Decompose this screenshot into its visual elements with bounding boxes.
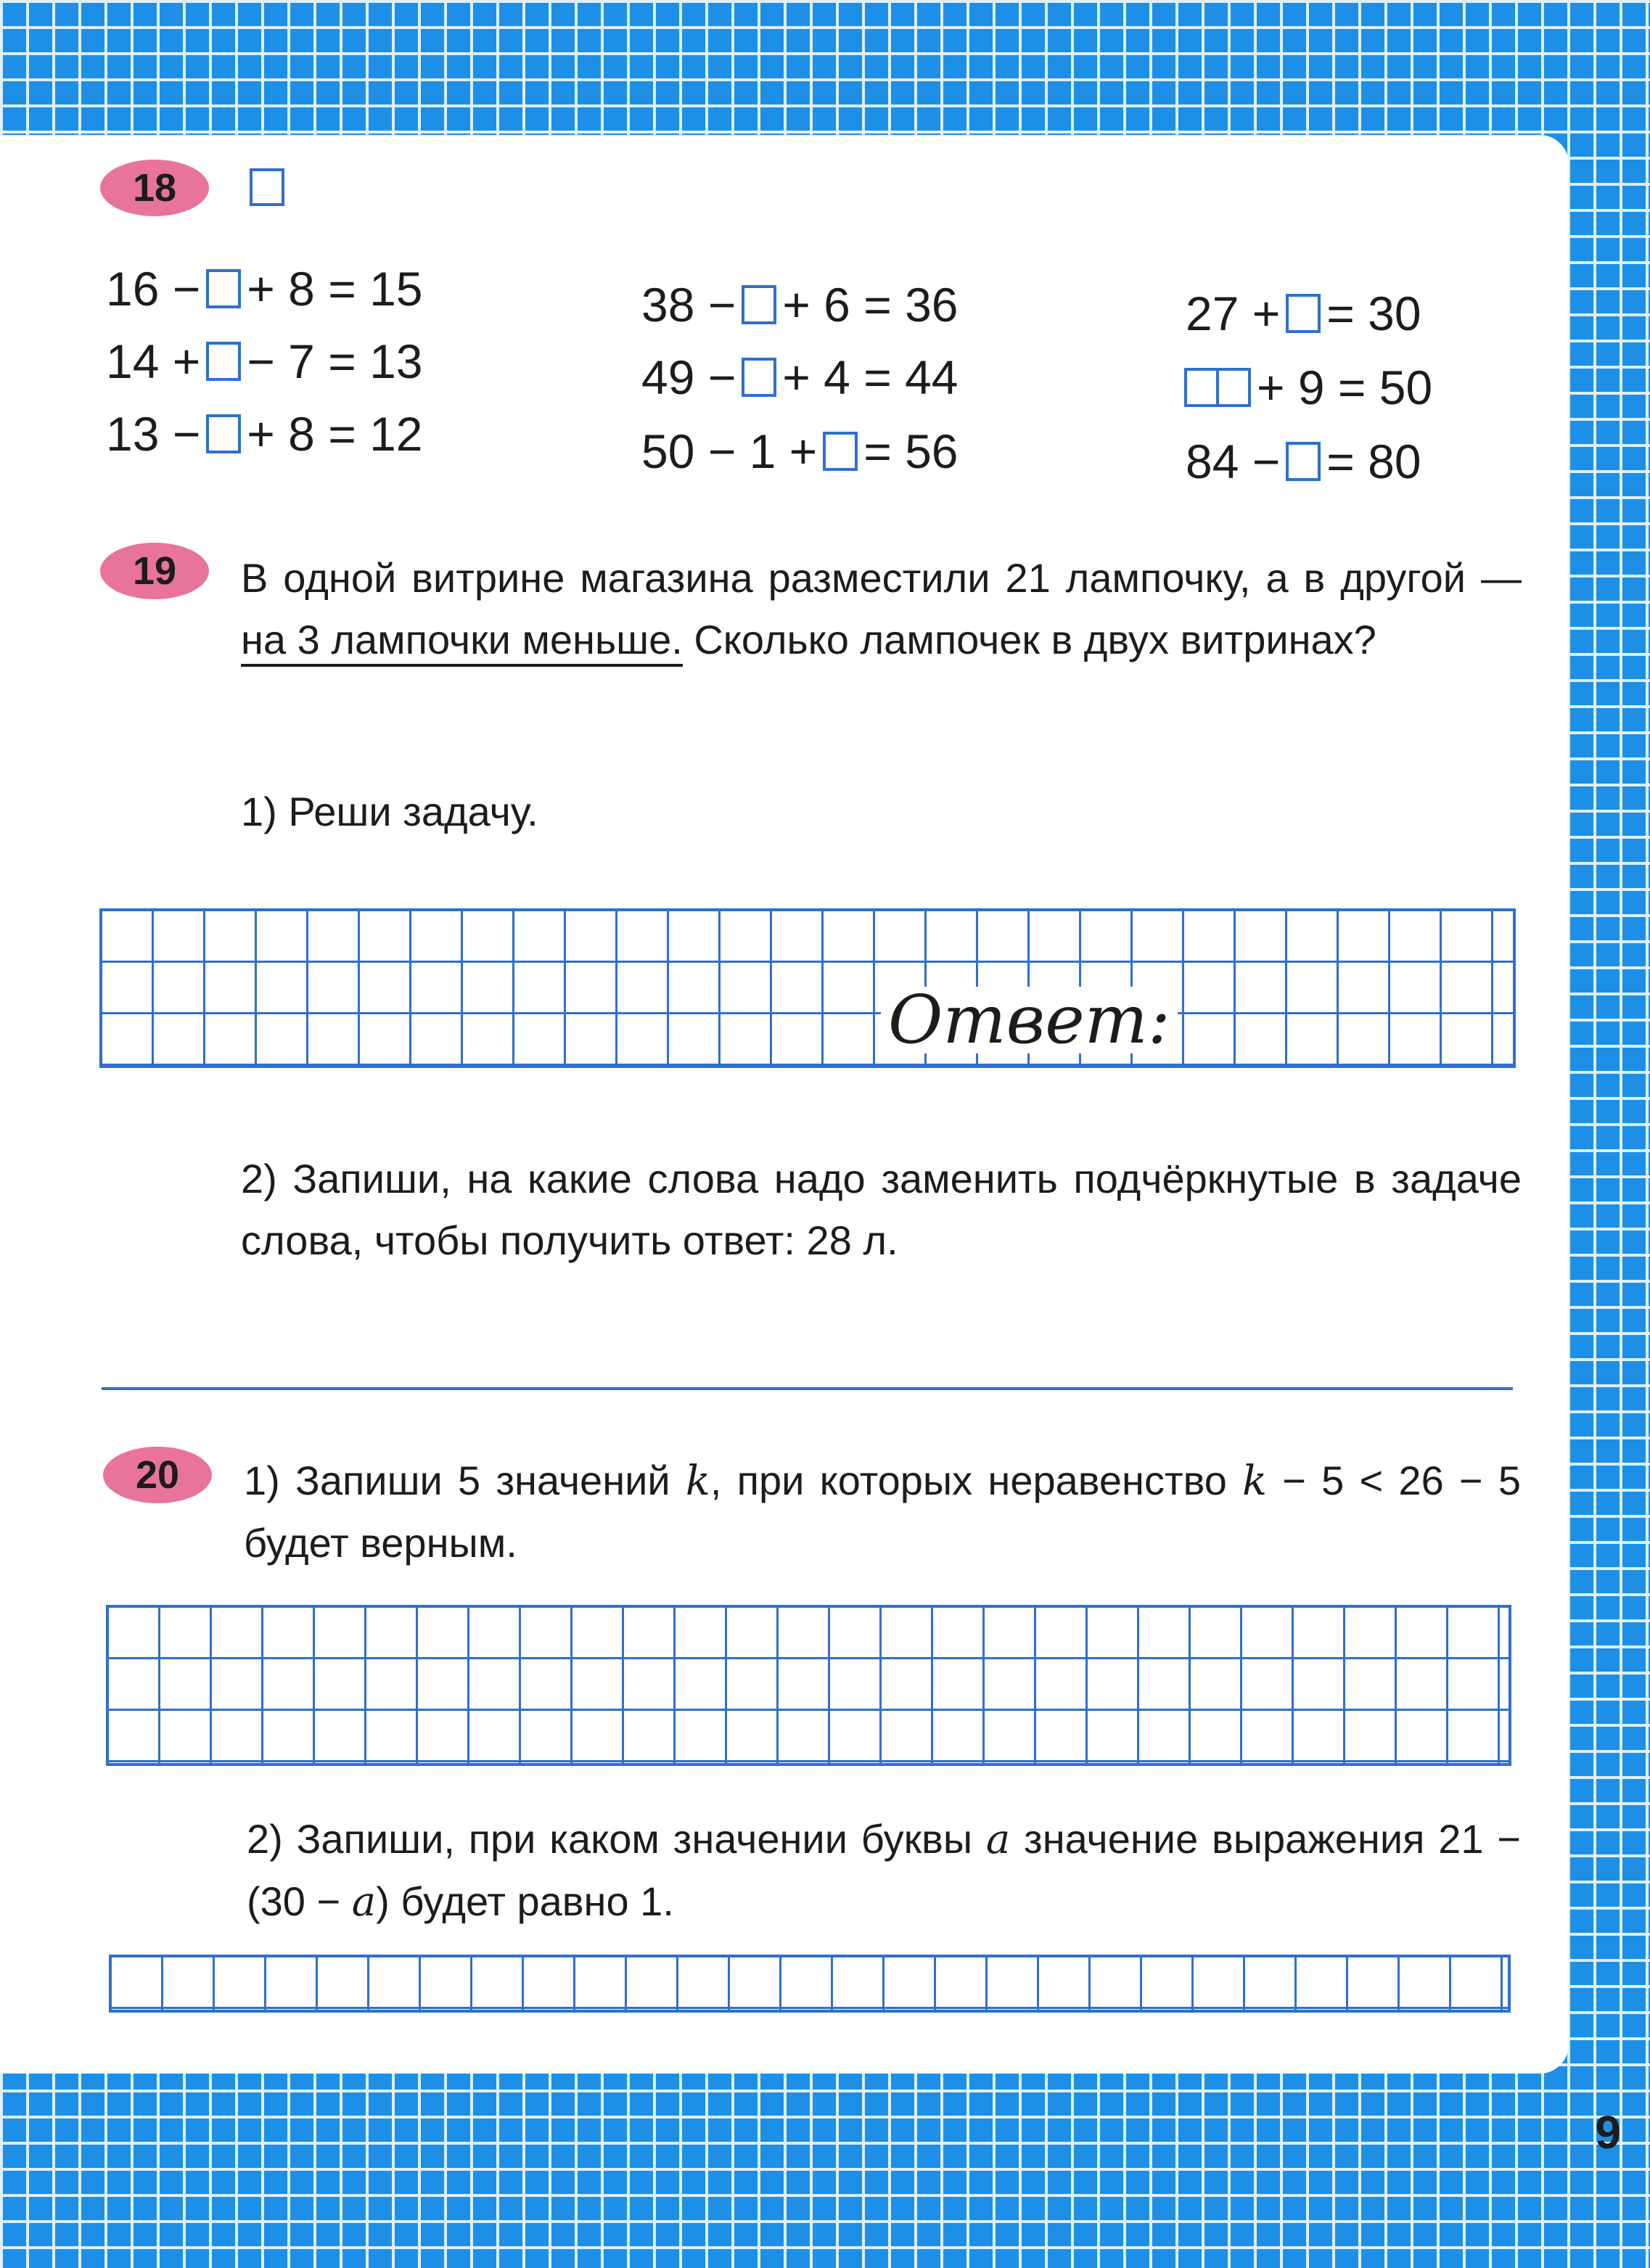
equation: 16 − + 8 = 15: [106, 262, 423, 316]
equation: 49 − + 4 = 44: [641, 350, 959, 404]
section-divider: [102, 1387, 1513, 1390]
ex20-task-1: 1) Запиши 5 значений k, при которых неравенство k − 5 < 26 − 5 будет верным.: [244, 1458, 1521, 1566]
answer-box[interactable]: [206, 269, 241, 308]
ex19-task-2: 2) Запиши, на какие слова надо заменить подчёркнутые в задаче слова, чтобы получить ответ: 28 л.: [241, 1156, 1522, 1263]
equation: 38 − + 6 = 36: [641, 278, 959, 332]
ex20-answer-grid[interactable]: [109, 1955, 1511, 2013]
ex19-solution-grid[interactable]: [99, 908, 1516, 1068]
ex20-task-2: 2) Запиши, при каком значении буквы a значение выражения 21 − (30 − a) будет равно 1.: [247, 1816, 1521, 1926]
answer-box[interactable]: [823, 432, 858, 471]
equation: 84 − = 80: [1186, 435, 1421, 488]
answer-box[interactable]: [206, 342, 241, 381]
answer-label: Ответ:: [881, 987, 1178, 1053]
answer-box[interactable]: [742, 358, 776, 397]
equation: + 9 = 50: [1178, 358, 1432, 416]
box-symbol-icon: [250, 168, 284, 206]
underlined-phrase: на 3 лампочки меньше.: [241, 617, 683, 667]
answer-box[interactable]: [206, 414, 241, 453]
workbook-page: [0, 135, 1569, 2074]
exercise-19-number: 19: [132, 549, 177, 593]
exercise-20-number: 20: [135, 1453, 180, 1497]
answer-box[interactable]: [1286, 294, 1321, 333]
equation: 50 − 1 + = 56: [641, 424, 959, 478]
page-number: 9: [1595, 2106, 1621, 2158]
equation: 14 + − 7 = 13: [106, 334, 423, 388]
ex19-problem-text: В одной витрине магазина разместили 21 лампочку, а в другой — на 3 лампочки меньше. Сколько лампочек в двух витринах?: [241, 547, 1522, 670]
answer-box-units[interactable]: [1216, 368, 1251, 407]
ex19-task-1: 1) Реши задачу.: [241, 789, 538, 834]
answer-box-tens[interactable]: [1184, 368, 1219, 407]
exercise-20-badge: [103, 1447, 212, 1503]
equation: 27 + = 30: [1186, 287, 1421, 340]
answer-box[interactable]: [742, 285, 776, 324]
exercise-18-number: 18: [132, 166, 177, 210]
exercise-18-badge: [100, 160, 209, 216]
exercise-19-badge: [100, 543, 209, 599]
equation: 13 − + 8 = 12: [106, 407, 423, 461]
ex20-values-grid[interactable]: [106, 1605, 1511, 1766]
answer-box[interactable]: [1286, 442, 1321, 481]
